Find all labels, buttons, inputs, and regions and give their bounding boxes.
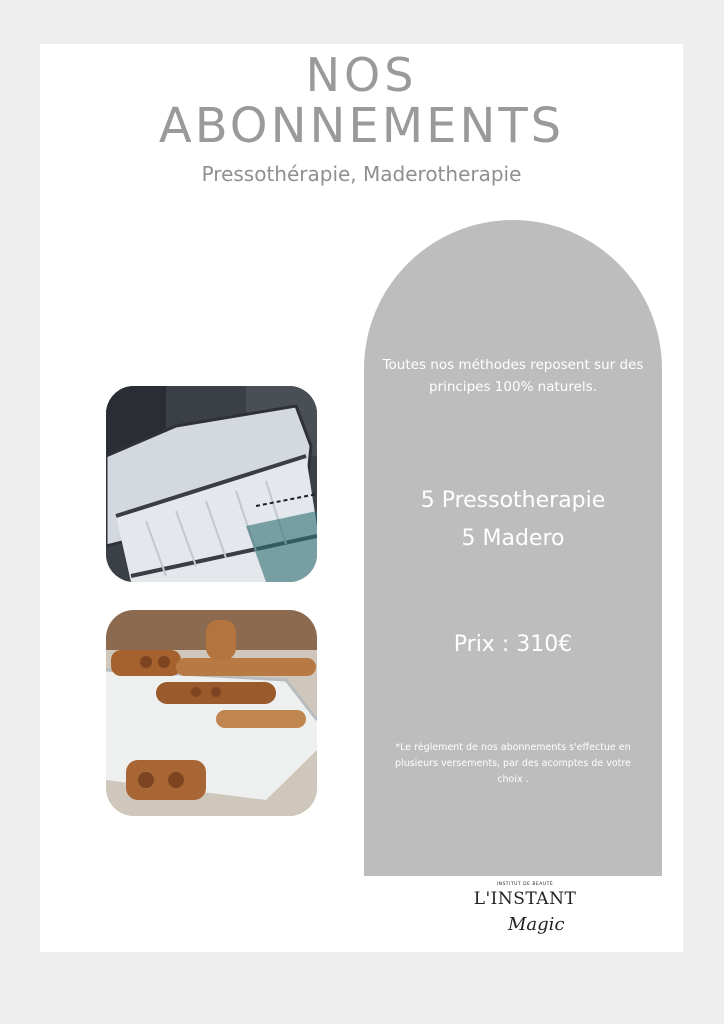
page-title-line-2: ABONNEMENTS [158,98,565,154]
intro-line-1: Toutes nos méthodes reposent sur des [382,357,644,373]
offer-line-2: 5 Madero [461,526,565,551]
intro-text [364,354,662,398]
logo-script: Magic [508,914,565,935]
payment-note [380,740,646,788]
offer-panel [364,220,662,876]
note-line-1: *Le règlement de nos abonnements s'effectue en [395,742,631,753]
intro-line-2: principes 100% naturels. [429,379,597,395]
page-title-line-1: NOS [305,48,418,102]
pressotherapy-boots-photo [106,386,317,582]
price-text: Prix : 310€ [453,632,573,657]
logo-tagline: INSTITUT DE BEAUTÉ [496,882,554,887]
page-subtitle: Pressothérapie, Maderotherapie [201,162,522,186]
flyer-sheet [40,44,683,952]
logo-name: L'INSTANT [473,889,577,909]
offer-text [364,482,662,558]
note-line-2: plusieurs versements, par des acomptes de votre [395,758,631,769]
offer-line-1: 5 Pressotherapie [420,488,606,513]
note-line-3: choix . [497,774,529,785]
wooden-maderotherapy-tools-photo [106,610,317,816]
brand-logo [450,878,600,944]
